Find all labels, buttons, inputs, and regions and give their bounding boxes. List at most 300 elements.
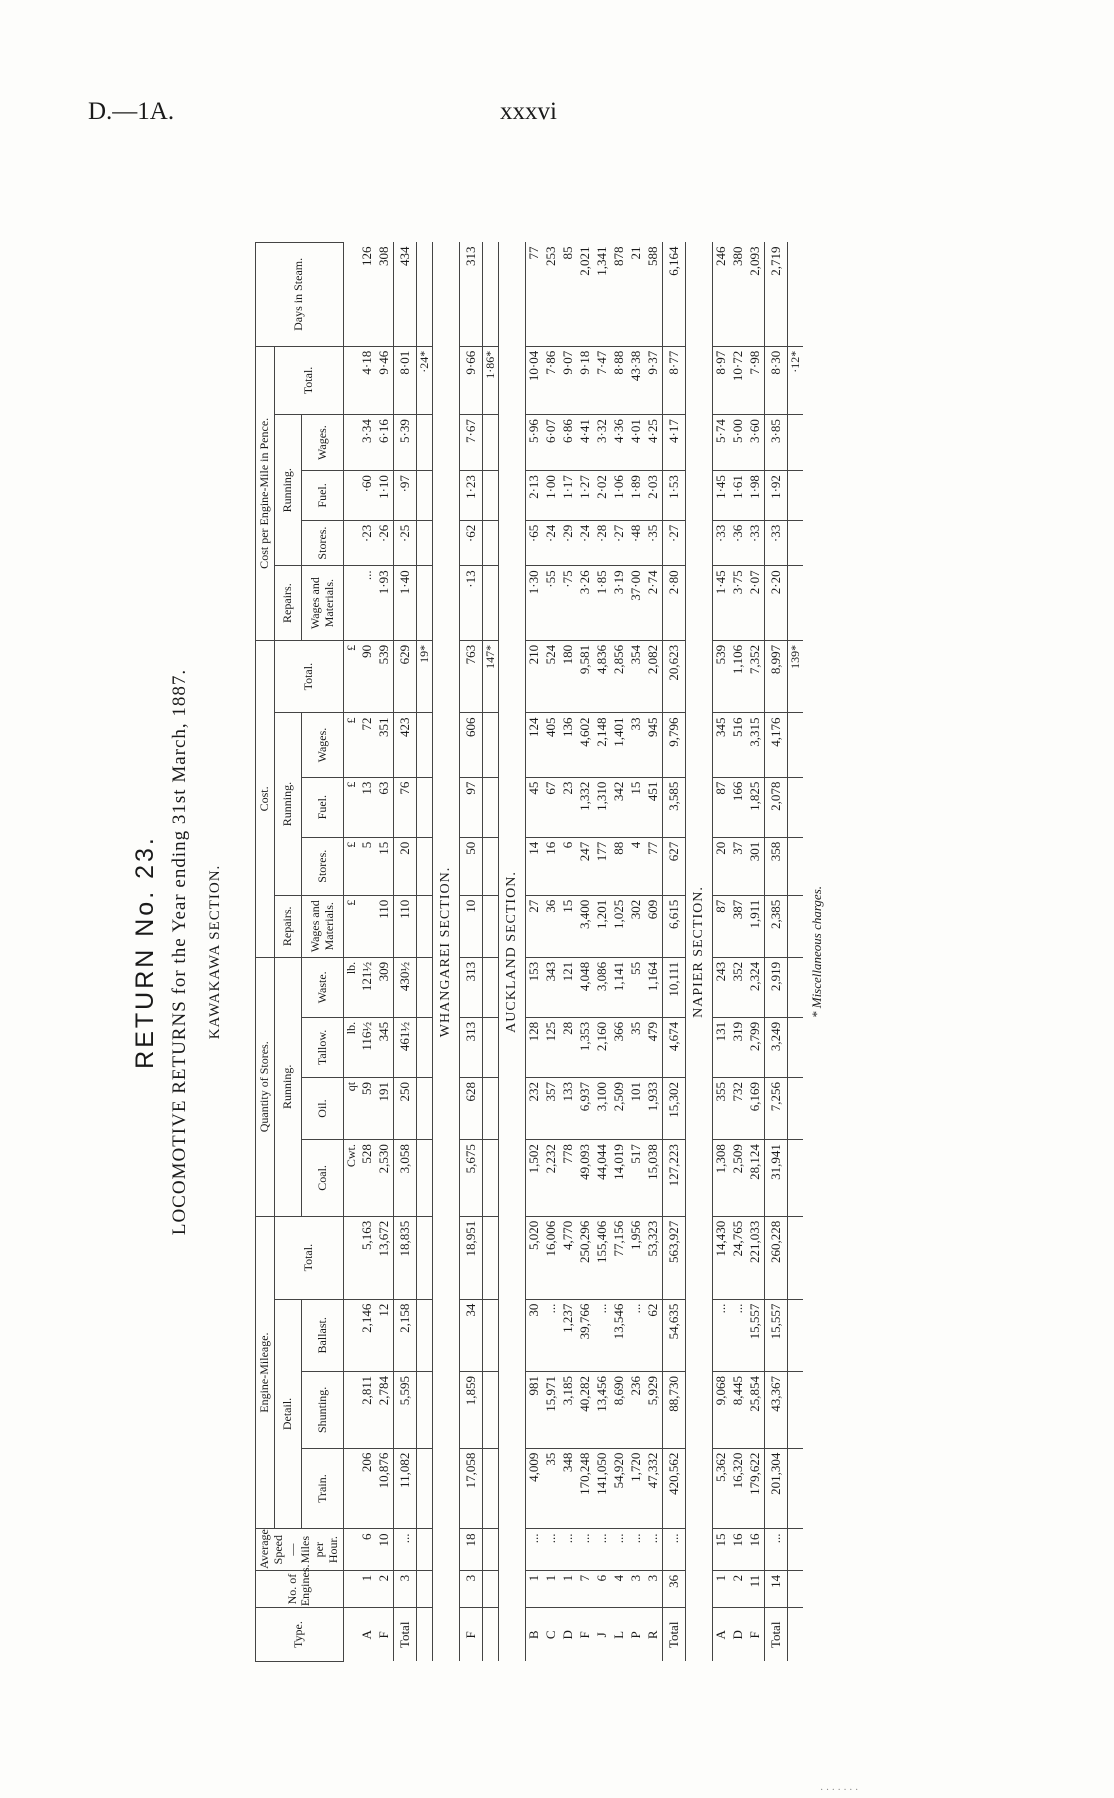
section-heading-row xyxy=(498,243,525,1662)
table-cell: 1 xyxy=(525,1570,543,1607)
page-number: xxxvi xyxy=(500,98,557,125)
table-row xyxy=(645,243,663,1662)
table-cell: 3 xyxy=(393,1570,416,1607)
col-no-engines: No. of Engines. xyxy=(256,1570,344,1607)
page-code: D.—1A. xyxy=(88,98,175,125)
table-cell xyxy=(343,520,359,566)
table-cell: 15 xyxy=(712,1529,730,1570)
table-cell: 35 xyxy=(543,1448,560,1529)
table-cell: 1,106 xyxy=(730,640,747,713)
table-cell: lb. xyxy=(343,1017,359,1077)
table-cell: 10·04 xyxy=(525,346,543,414)
table-cell xyxy=(416,1529,432,1570)
table-cell: 9·07 xyxy=(560,346,577,414)
table-cell: ... xyxy=(611,1529,628,1570)
table-cell: 236 xyxy=(628,1372,645,1449)
table-cell: 1·40 xyxy=(393,566,416,641)
table-cell: 62 xyxy=(645,1299,663,1371)
table-cell: 5,675 xyxy=(459,1140,482,1217)
table-cell: 434 xyxy=(393,243,416,347)
table-cell: ·24 xyxy=(543,520,560,566)
table-cell xyxy=(482,713,498,777)
table-cell: 31,941 xyxy=(764,1140,787,1217)
table-cell: 1·85 xyxy=(594,566,611,641)
table-cell: 1 xyxy=(560,1570,577,1607)
table-cell: 116½ xyxy=(359,1017,376,1077)
table-cell: 3 xyxy=(459,1570,482,1607)
table-cell: ... xyxy=(628,1529,645,1570)
table-cell: 3·85 xyxy=(764,415,787,471)
table-cell: 1 xyxy=(359,1570,376,1607)
table-cell: 11,082 xyxy=(393,1448,416,1529)
table-cell: 345 xyxy=(376,1017,394,1077)
table-cell: 9,068 xyxy=(712,1372,730,1449)
table-cell: 1·27 xyxy=(577,471,594,521)
table-cell: 77 xyxy=(645,837,663,895)
misc-charges-row xyxy=(416,243,432,1662)
table-cell: ... xyxy=(525,1529,543,1570)
first-section-title: KAWAKAWA SECTION. xyxy=(207,864,223,1040)
table-cell: J xyxy=(594,1632,610,1638)
table-cell: 28,124 xyxy=(747,1140,765,1217)
table-cell xyxy=(343,1372,359,1449)
table-cell: 1·10 xyxy=(376,471,394,521)
title-block xyxy=(103,242,255,1662)
table-cell xyxy=(482,1529,498,1570)
table-cell: 302 xyxy=(628,895,645,957)
table-cell: 34 xyxy=(459,1299,482,1371)
table-cell: 8·01 xyxy=(393,346,416,414)
table-cell: 76 xyxy=(393,777,416,837)
table-cell: 5,595 xyxy=(393,1372,416,1449)
table-cell: 352 xyxy=(730,957,747,1017)
table-cell xyxy=(343,471,359,521)
table-cell xyxy=(416,243,432,347)
table-cell: 179,622 xyxy=(747,1448,765,1529)
table-cell: 1·45 xyxy=(712,471,730,521)
table-row xyxy=(560,243,577,1662)
table-cell: 1·93 xyxy=(376,566,394,641)
table-cell: 3,058 xyxy=(393,1140,416,1217)
table-cell: 88,730 xyxy=(662,1372,685,1449)
table-cell: ·62 xyxy=(459,520,482,566)
table-cell: A xyxy=(713,1630,729,1640)
table-cell: 9,796 xyxy=(662,713,685,777)
table-cell: ·60 xyxy=(359,471,376,521)
table-cell: 87 xyxy=(712,777,730,837)
table-cell xyxy=(416,415,432,471)
return-title: RETURN No. 23. xyxy=(131,835,159,1069)
section-heading-row xyxy=(432,243,459,1662)
table-cell: 49,093 xyxy=(577,1140,594,1217)
table-cell: ·55 xyxy=(543,566,560,641)
table-cell xyxy=(787,1529,803,1570)
table-cell xyxy=(787,1448,803,1529)
table-cell: 3,249 xyxy=(764,1017,787,1077)
table-cell: 2·02 xyxy=(594,471,611,521)
table-cell: 54,920 xyxy=(611,1448,628,1529)
col-cost-fuel: Fuel. xyxy=(302,777,343,837)
table-cell: 127,223 xyxy=(662,1140,685,1217)
table-cell: 1,401 xyxy=(611,713,628,777)
table-cell: 309 xyxy=(376,957,394,1017)
table-cell: D xyxy=(560,1630,576,1640)
table-cell xyxy=(787,243,803,347)
table-cell: 313 xyxy=(459,957,482,1017)
table-cell xyxy=(343,1529,359,1570)
table-cell: 7·98 xyxy=(747,346,765,414)
table-cell: 9·18 xyxy=(577,346,594,414)
group-cost: Cost. xyxy=(256,640,275,957)
table-cell: 6,164 xyxy=(662,243,685,347)
table-cell: 2,799 xyxy=(747,1017,765,1077)
table-body xyxy=(343,243,803,1662)
table-cell: 53,323 xyxy=(645,1216,663,1299)
table-cell: ·12* xyxy=(787,346,803,414)
table-cell: 36 xyxy=(543,895,560,957)
table-cell: 16 xyxy=(543,837,560,895)
table-cell: 2,232 xyxy=(543,1140,560,1217)
table-cell: Total xyxy=(764,1608,787,1662)
table-row xyxy=(611,243,628,1662)
table-cell: 1·98 xyxy=(747,471,765,521)
table-cell: 16 xyxy=(747,1529,765,1570)
table-cell: 3·26 xyxy=(577,566,594,641)
table-cell xyxy=(343,1216,359,1299)
table-cell: 166 xyxy=(730,777,747,837)
table-cell xyxy=(787,957,803,1017)
table-cell: 3,400 xyxy=(577,895,594,957)
table-cell xyxy=(343,1448,359,1529)
table-cell: 10 xyxy=(459,895,482,957)
table-cell: 110 xyxy=(376,895,394,957)
table-cell xyxy=(416,1372,432,1449)
table-cell xyxy=(416,713,432,777)
table-cell: 451 xyxy=(645,777,663,837)
total-row xyxy=(459,243,482,1662)
table-cell: 1,025 xyxy=(611,895,628,957)
table-cell xyxy=(787,566,803,641)
table-cell: 528 xyxy=(359,1140,376,1217)
table-cell: 18 xyxy=(459,1529,482,1570)
table-cell xyxy=(416,1017,432,1077)
table-cell: 6·07 xyxy=(543,415,560,471)
table-cell: 2,530 xyxy=(376,1140,394,1217)
table-cell xyxy=(482,520,498,566)
table-cell: 40,282 xyxy=(577,1372,594,1449)
table-cell: 563,927 xyxy=(662,1216,685,1299)
table-cell: 10,876 xyxy=(376,1448,394,1529)
table-cell: 10,111 xyxy=(662,957,685,1017)
table-cell: 63 xyxy=(376,777,394,837)
table-cell: 524 xyxy=(543,640,560,713)
table-cell: 2,509 xyxy=(611,1077,628,1139)
table-cell: 3·34 xyxy=(359,415,376,471)
table-cell: 27 xyxy=(525,895,543,957)
table-cell: 629 xyxy=(393,640,416,713)
table-cell: ... xyxy=(645,1529,663,1570)
table-cell: 1·17 xyxy=(560,471,577,521)
table-cell: 354 xyxy=(628,640,645,713)
table-cell: 387 xyxy=(730,895,747,957)
table-cell xyxy=(416,895,432,957)
table-cell: 10 xyxy=(376,1529,394,1570)
table-cell: 139* xyxy=(787,640,803,713)
table-cell: 13,456 xyxy=(594,1372,611,1449)
table-cell xyxy=(343,566,359,641)
table-cell: 36 xyxy=(662,1570,685,1607)
table-cell: 1,332 xyxy=(577,777,594,837)
table-cell: 90 xyxy=(359,640,376,713)
table-cell: ... xyxy=(393,1529,416,1570)
table-cell: 313 xyxy=(459,1017,482,1077)
table-cell: 17,058 xyxy=(459,1448,482,1529)
table-cell: 8·97 xyxy=(712,346,730,414)
table-cell: B xyxy=(526,1630,542,1640)
table-cell: 2,919 xyxy=(764,957,787,1017)
table-cell: 18,951 xyxy=(459,1216,482,1299)
table-cell: 6·86 xyxy=(560,415,577,471)
table-cell: 366 xyxy=(611,1017,628,1077)
table-cell: 609 xyxy=(645,895,663,957)
table-cell xyxy=(482,1140,498,1217)
table-cell: ·27 xyxy=(662,520,685,566)
table-cell: 125 xyxy=(543,1017,560,1077)
table-row xyxy=(577,243,594,1662)
table-cell xyxy=(343,243,359,347)
table-cell: 2,148 xyxy=(594,713,611,777)
table-cell: ·13 xyxy=(459,566,482,641)
col-pence-fuel: Fuel. xyxy=(302,471,343,521)
table-cell: 14,430 xyxy=(712,1216,730,1299)
table-cell: 6,937 xyxy=(577,1077,594,1139)
table-cell xyxy=(416,471,432,521)
table-cell xyxy=(416,1299,432,1371)
table-cell: 30 xyxy=(525,1299,543,1371)
table-cell: 250 xyxy=(393,1077,416,1139)
table-cell xyxy=(343,346,359,414)
table-cell: 67 xyxy=(543,777,560,837)
table-cell: 8·77 xyxy=(662,346,685,414)
table-cell: 3·32 xyxy=(594,415,611,471)
table-cell xyxy=(482,1216,498,1299)
table-cell: ·28 xyxy=(594,520,611,566)
table-cell: 232 xyxy=(525,1077,543,1139)
table-cell: 420,562 xyxy=(662,1448,685,1529)
table-cell: 2,509 xyxy=(730,1140,747,1217)
table-cell: 319 xyxy=(730,1017,747,1077)
table-cell: 7·47 xyxy=(594,346,611,414)
table-cell: 13,546 xyxy=(611,1299,628,1371)
table-cell xyxy=(482,837,498,895)
table-cell: 5 xyxy=(359,837,376,895)
table-cell: 2·74 xyxy=(645,566,663,641)
table-cell: 253 xyxy=(543,243,560,347)
table-cell: 47,332 xyxy=(645,1448,663,1529)
misc-charges-row xyxy=(787,243,803,1662)
table-cell: 423 xyxy=(393,713,416,777)
table-cell xyxy=(416,566,432,641)
table-cell: £ xyxy=(343,837,359,895)
table-cell: 5,163 xyxy=(359,1216,376,1299)
table-row xyxy=(730,243,747,1662)
table-cell: 16,320 xyxy=(730,1448,747,1529)
table-cell: 2·13 xyxy=(525,471,543,521)
table-cell: 351 xyxy=(376,713,394,777)
table-cell xyxy=(416,1608,432,1662)
col-cost-wages: Wages. xyxy=(302,713,343,777)
table-cell: 345 xyxy=(712,713,730,777)
table-cell xyxy=(787,520,803,566)
table-cell: 1,859 xyxy=(459,1372,482,1449)
table-cell: 153 xyxy=(525,957,543,1017)
table-cell: 4 xyxy=(611,1570,628,1607)
table-cell: ... xyxy=(730,1299,747,1371)
table-cell xyxy=(787,1017,803,1077)
table-cell xyxy=(787,415,803,471)
table-cell: 3,086 xyxy=(594,957,611,1017)
table-header xyxy=(256,243,344,1662)
table-cell: 44,044 xyxy=(594,1140,611,1217)
table-cell xyxy=(482,1299,498,1371)
table-cell: 14,019 xyxy=(611,1140,628,1217)
table-cell: 221,033 xyxy=(747,1216,765,1299)
table-cell xyxy=(482,1448,498,1529)
table-row xyxy=(712,243,730,1662)
table-cell: 539 xyxy=(712,640,730,713)
table-cell xyxy=(482,415,498,471)
table-cell: 77,156 xyxy=(611,1216,628,1299)
rotated-return-sheet xyxy=(103,242,896,1662)
group-quantity-of-stores: Quantity of Stores. xyxy=(256,957,275,1216)
table-cell: 97 xyxy=(459,777,482,837)
table-cell: 628 xyxy=(459,1077,482,1139)
table-cell: Total xyxy=(662,1608,685,1662)
table-cell: 15,557 xyxy=(764,1299,787,1371)
table-cell: 110 xyxy=(393,895,416,957)
table-cell: ... xyxy=(577,1529,594,1570)
table-cell: 2,856 xyxy=(611,640,628,713)
table-cell: 348 xyxy=(560,1448,577,1529)
group-cost-per-mile: Cost per Engine-Mile in Pence. xyxy=(256,346,275,640)
table-cell: 6,169 xyxy=(747,1077,765,1139)
table-cell: 1·92 xyxy=(764,471,787,521)
table-cell: 206 xyxy=(359,1448,376,1529)
table-cell: 3·75 xyxy=(730,566,747,641)
table-cell: 4,176 xyxy=(764,713,787,777)
table-cell: 2,078 xyxy=(764,777,787,837)
table-cell: 131 xyxy=(712,1017,730,1077)
table-cell: 4·36 xyxy=(611,415,628,471)
table-cell: 357 xyxy=(543,1077,560,1139)
table-cell: qt xyxy=(343,1077,359,1139)
table-cell: 1·89 xyxy=(628,471,645,521)
table-cell: P xyxy=(628,1631,644,1639)
table-cell: ... xyxy=(594,1529,611,1570)
table-cell: 4·01 xyxy=(628,415,645,471)
total-row xyxy=(662,243,685,1662)
table-cell: ·97 xyxy=(393,471,416,521)
table-cell: 35 xyxy=(628,1017,645,1077)
table-cell: 2 xyxy=(376,1570,394,1607)
table-cell: 3,185 xyxy=(560,1372,577,1449)
table-cell: 21 xyxy=(628,243,645,347)
table-cell: 126 xyxy=(359,243,376,347)
misc-charges-row xyxy=(482,243,498,1662)
table-cell: 23 xyxy=(560,777,577,837)
table-cell: 15,971 xyxy=(543,1372,560,1449)
table-cell: 516 xyxy=(730,713,747,777)
table-cell: 3,585 xyxy=(662,777,685,837)
table-row xyxy=(525,243,543,1662)
table-cell: 14 xyxy=(525,837,543,895)
table-cell: 72 xyxy=(359,713,376,777)
table-cell: 6 xyxy=(560,837,577,895)
table-cell: 1 xyxy=(543,1570,560,1607)
table-cell: 2·80 xyxy=(662,566,685,641)
table-cell: 380 xyxy=(730,243,747,347)
table-cell: 539 xyxy=(376,640,394,713)
col-tallow: Tallow. xyxy=(302,1017,343,1077)
col-pence-wages-materials: Wages and Materials. xyxy=(302,566,343,641)
table-cell: 342 xyxy=(611,777,628,837)
table-cell: 121 xyxy=(560,957,577,1017)
table-cell: 313 xyxy=(459,243,482,347)
table-cell: 2,811 xyxy=(359,1372,376,1449)
table-cell xyxy=(416,777,432,837)
table-cell xyxy=(416,520,432,566)
table-cell: 15,302 xyxy=(662,1077,685,1139)
table-cell xyxy=(787,895,803,957)
table-cell: ... xyxy=(359,566,376,641)
table-cell: 4·25 xyxy=(645,415,663,471)
table-cell: 1,502 xyxy=(525,1140,543,1217)
col-coal: Coal. xyxy=(302,1140,343,1217)
table-cell: 15 xyxy=(560,895,577,957)
table-cell: 133 xyxy=(560,1077,577,1139)
table-cell: C xyxy=(543,1630,559,1640)
col-days-in-steam: Days in Steam. xyxy=(256,243,344,347)
table-cell: 260,228 xyxy=(764,1216,787,1299)
table-cell: 28 xyxy=(560,1017,577,1077)
table-cell: 77 xyxy=(525,243,543,347)
table-cell: 4 xyxy=(628,837,645,895)
table-cell: 2,385 xyxy=(764,895,787,957)
table-cell: ·36 xyxy=(730,520,747,566)
table-cell: 33 xyxy=(628,713,645,777)
table-cell: 5,020 xyxy=(525,1216,543,1299)
table-cell xyxy=(482,1570,498,1607)
table-cell xyxy=(787,471,803,521)
table-cell: 45 xyxy=(525,777,543,837)
table-cell: 12 xyxy=(376,1299,394,1371)
table-cell: 1,310 xyxy=(594,777,611,837)
table-cell: £ xyxy=(343,777,359,837)
table-cell: R xyxy=(645,1630,661,1640)
table-cell: 37·00 xyxy=(628,566,645,641)
table-cell xyxy=(787,837,803,895)
table-cell: 128 xyxy=(525,1017,543,1077)
table-cell: 5·39 xyxy=(393,415,416,471)
table-cell: 16 xyxy=(730,1529,747,1570)
table-cell: ·35 xyxy=(645,520,663,566)
total-row xyxy=(393,243,416,1662)
table-cell: 210 xyxy=(525,640,543,713)
table-cell: 4,770 xyxy=(560,1216,577,1299)
table-cell: 7·67 xyxy=(459,415,482,471)
table-cell: 250,296 xyxy=(577,1216,594,1299)
table-cell xyxy=(359,895,376,957)
